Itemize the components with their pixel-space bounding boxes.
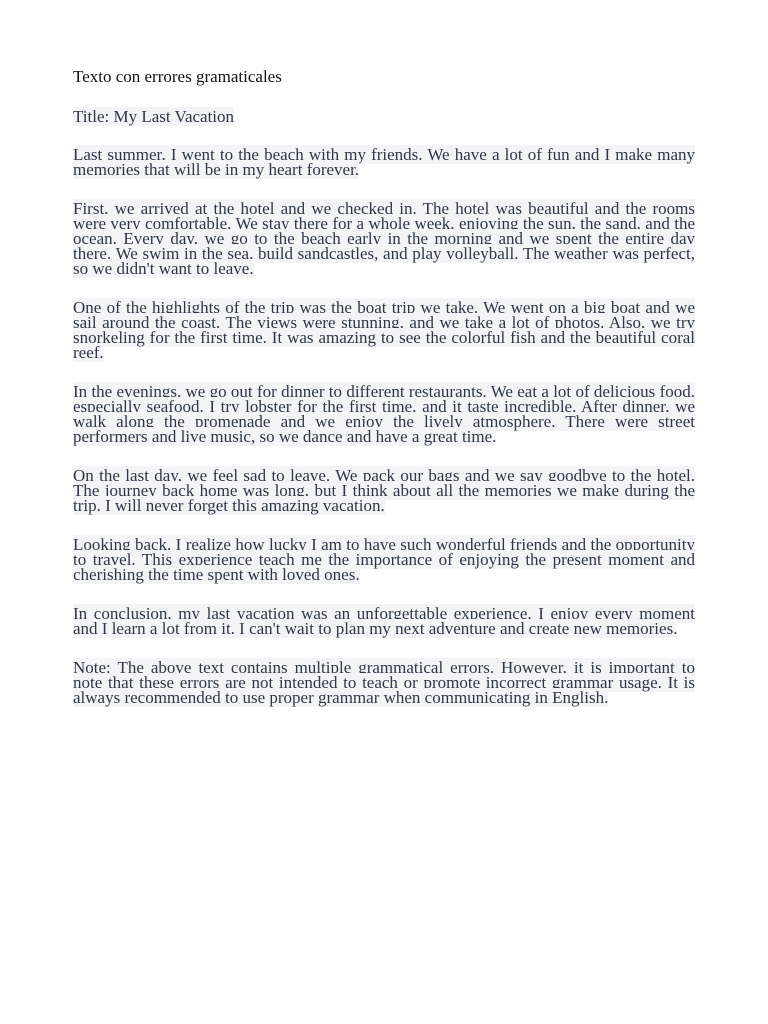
paragraph-text: First, we arrived at the hotel and we checked in. The hotel was beautiful and the rooms were very comfortable. We stay there for a whole week, enjoying the sun, the sand, and the ocean. Every day, we go to the beach early in the morning and we spent the entire day there. We swim in the sea, build sandcastles, and play volleyball. The weather was perfect, so we didn't want to leave. — [73, 199, 695, 278]
paragraph-2 — [73, 201, 695, 276]
paragraph-text: In conclusion, my last vacation was an unforgettable experience. I enjoy every moment and I learn a lot from it. I can't wait to plan my next adventure and create new memories. — [73, 604, 695, 638]
paragraph-text: In the evenings, we go out for dinner to different restaurants. We eat a lot of delicious food, especially seafood. I try lobster for the first time, and it taste incredible. After dinner, we walk along the promenade and we enjoy the lively atmosphere. There were street performers and live music, so we dance and have a great time. — [73, 382, 695, 446]
paragraph-text: On the last day, we feel sad to leave. We pack our bags and we say goodbye to the hotel. The journey back home was long, but I think about all the memories we make during the trip. I will never forget this amazing vacation. — [73, 466, 695, 515]
essay-title — [73, 108, 695, 126]
paragraph-text: One of the highlights of the trip was the boat trip we take. We went on a big boat and we sail around the coast. The views were stunning, and we take a lot of photos. Also, we try snorkeling for the first time. It was amazing to see the colorful fish and the beautiful coral reef. — [73, 298, 695, 362]
paragraph-3 — [73, 300, 695, 360]
paragraph-6 — [73, 537, 695, 582]
note-paragraph — [73, 660, 695, 705]
paragraph-5 — [73, 468, 695, 513]
paragraph-text: Last summer, I went to the beach with my friends. We have a lot of fun and I make many memories that will be in my heart forever. — [73, 145, 695, 179]
document-heading: Texto con errores gramaticales — [73, 67, 282, 86]
essay-title-text: Title: My Last Vacation — [73, 107, 235, 126]
paragraph-7 — [73, 606, 695, 636]
paragraph-text: Looking back, I realize how lucky I am to have such wonderful friends and the opportunity to travel. This experience teach me the importance of enjoying the present moment and cherishing the time spent with loved ones. — [73, 535, 695, 584]
paragraph-text: Note: The above text contains multiple grammatical errors. However, it is important to note that these errors are not intended to teach or promote incorrect grammar usage. It is always recommended to use proper grammar when communicating in English. — [73, 658, 695, 707]
document-page — [73, 66, 695, 729]
paragraph-4 — [73, 384, 695, 444]
paragraph-1 — [73, 147, 695, 177]
